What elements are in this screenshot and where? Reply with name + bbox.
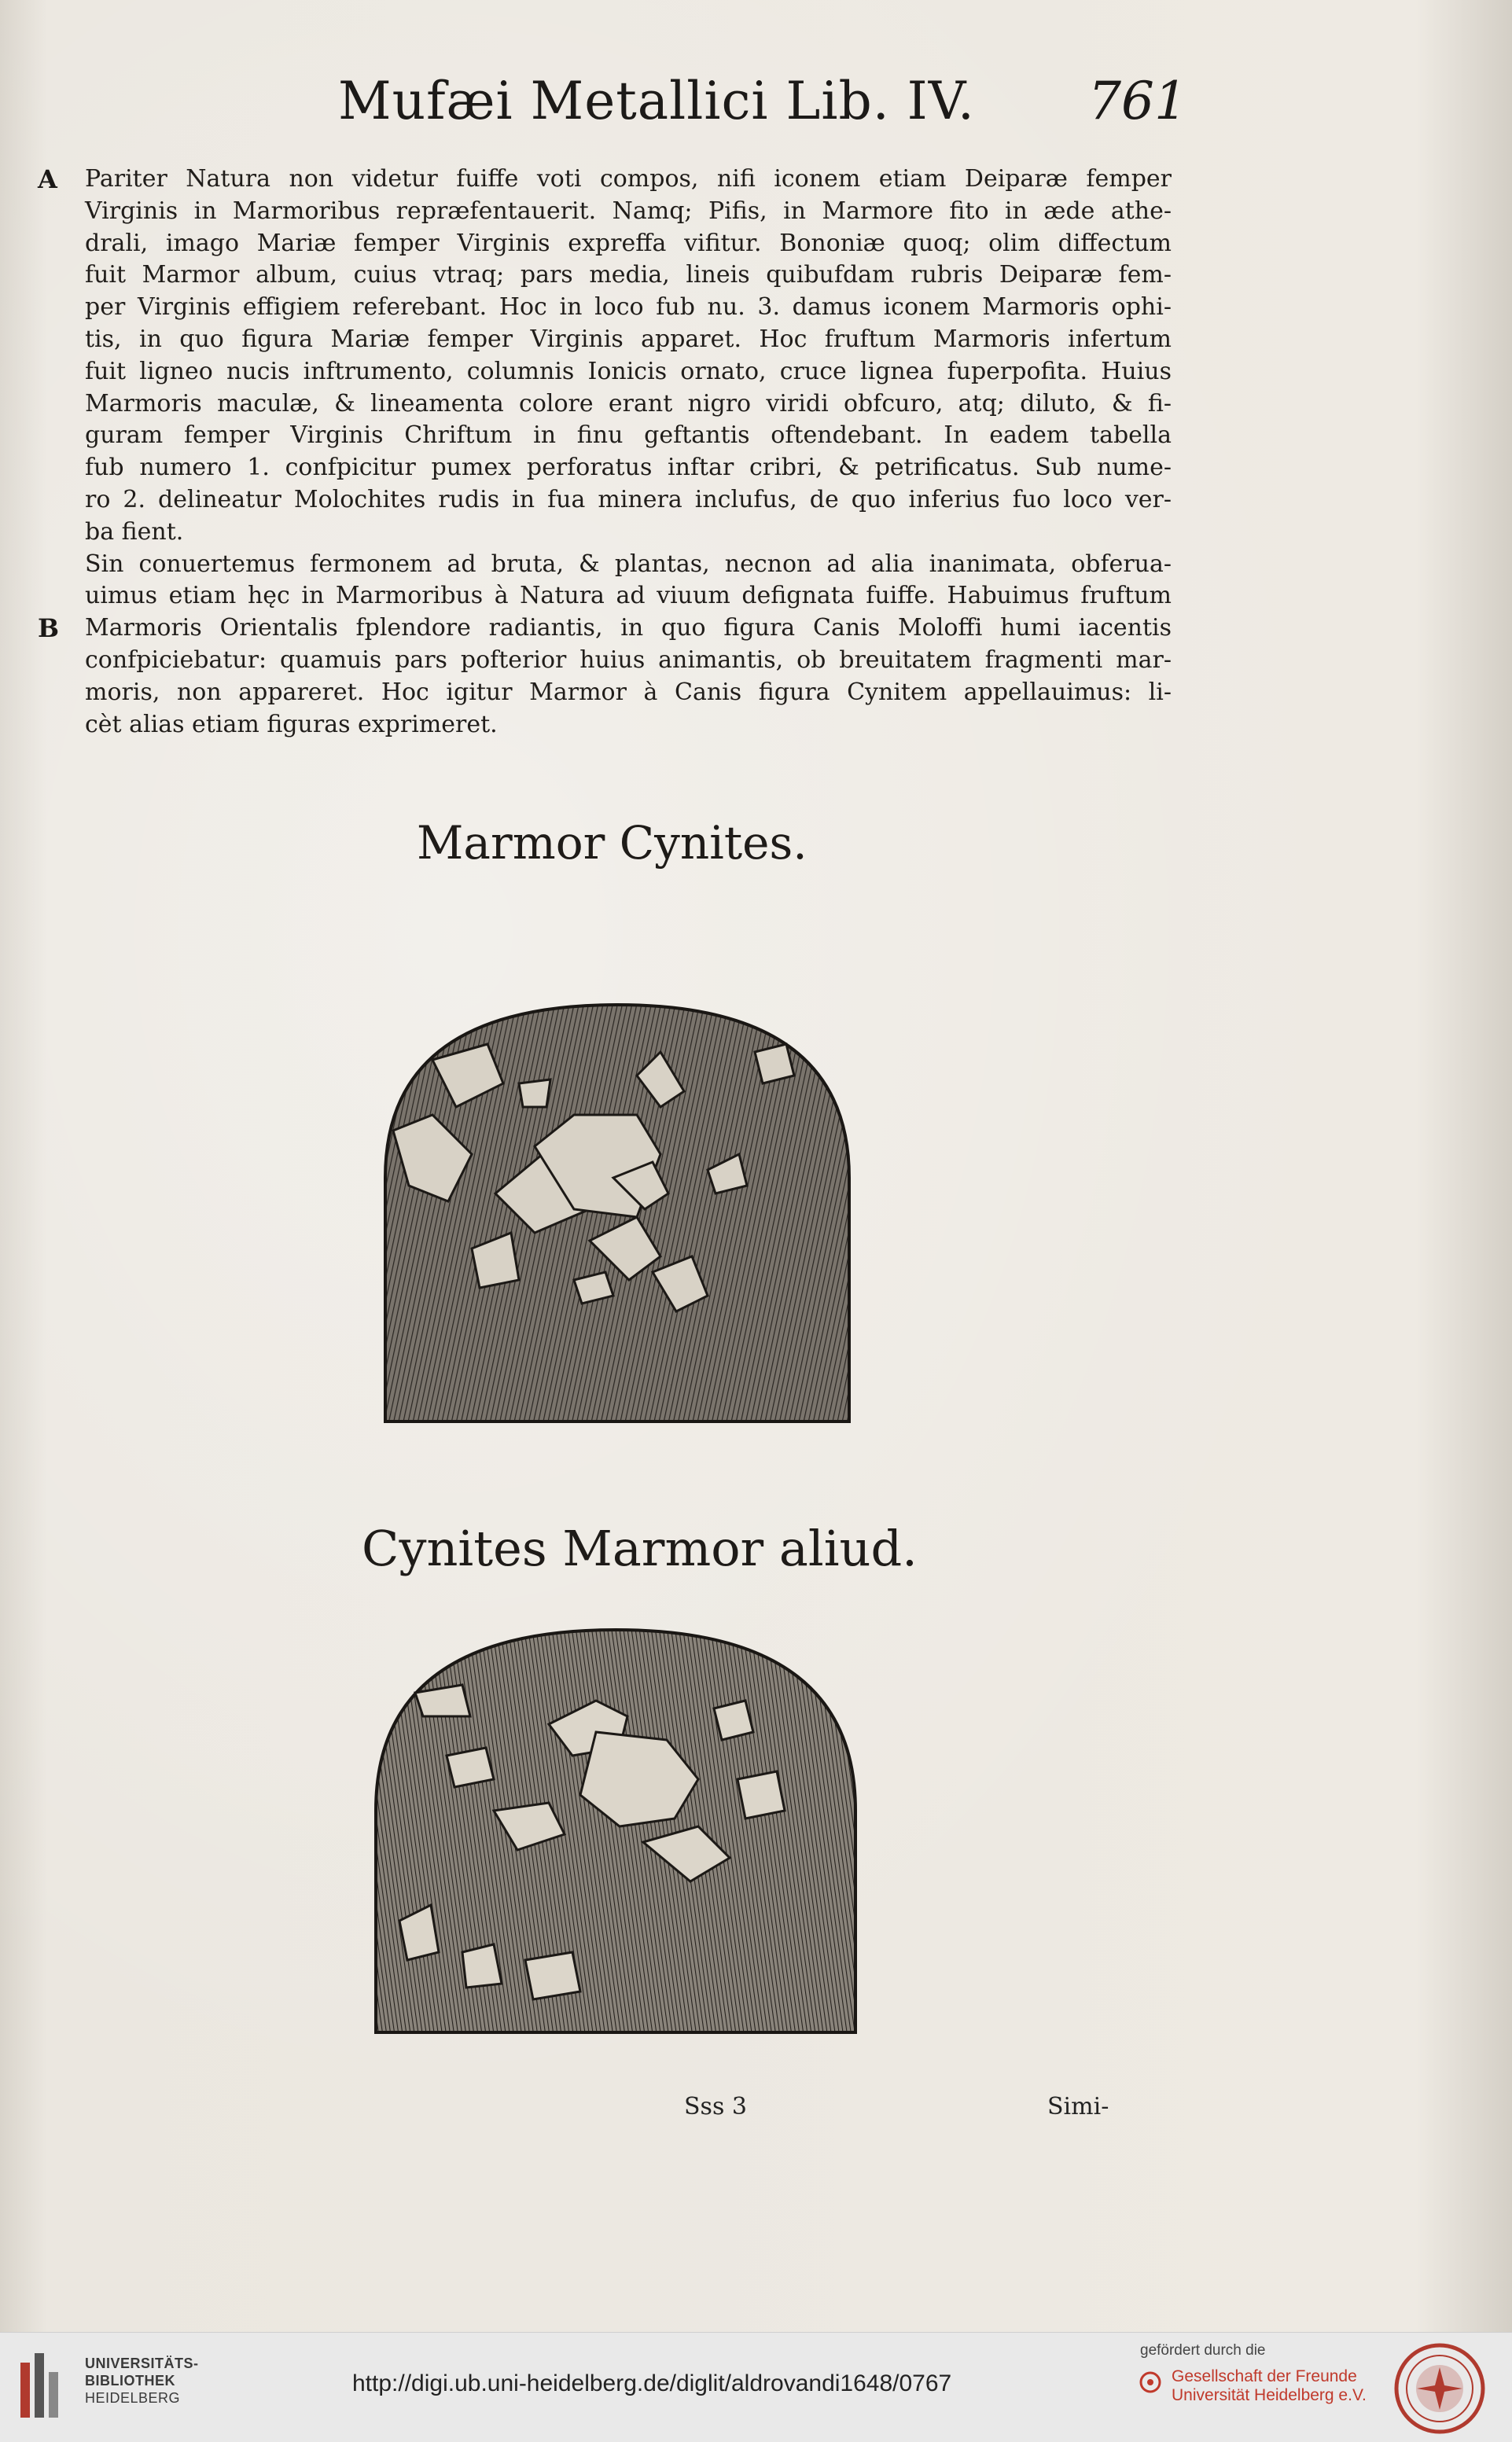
figure-1-title: Marmor Cynites. [417,816,808,870]
text-line [63,484,1172,517]
text-line [63,452,1172,484]
line-text: drali, imago Mariæ femper Virginis expreffa vifitur. Bononiæ quoq; olim diffectum [85,229,1172,257]
friends-society-logo-icon [1139,2370,1162,2394]
line-text: Virginis in Marmoribus repræfentauerit. Namq; Pifis, in Marmore fito in æde athe- [85,197,1172,225]
figure-2-title: Cynites Marmor aliud. [362,1520,918,1577]
line-text: guram femper Virginis Chriftum in finu geftantis oftendebant. In eadem tabella [85,421,1172,450]
line-text: confpiciebatur: quamuis pars pofterior huius animantis, ob breuitatem fragmenti mar- [85,645,1172,674]
text-line [63,196,1172,228]
page-number: 761 [1088,71,1187,131]
text-line [63,549,1172,581]
text-line [63,517,1172,549]
text-line [63,228,1172,260]
line-text: fub numero 1. confpicitur pumex perforatus inftar cribri, & petrificatus. Sub nume- [85,454,1172,482]
text-line [63,709,1172,741]
woodcut-marmor-cynites [377,997,857,1428]
text-line [63,420,1172,452]
permalink-url[interactable]: http://digi.ub.uni-heidelberg.de/diglit/aldrovandi1648/0767 [352,2370,952,2396]
book-page [24,16,1502,2327]
line-text: per Virginis effigiem referebant. Hoc in loco fub nu. 3. damus iconem Marmoris ophi- [85,293,1172,322]
friends-name-line-2: Universität Heidelberg e.V. [1172,2386,1367,2404]
line-text: cèt alias etiam figuras exprimeret. [85,710,498,738]
line-text: Sin conuertemus fermonem ad bruta, & plantas, necnon ad alia inanimata, obferua- [85,550,1172,578]
friends-society-name[interactable] [1172,2367,1376,2405]
text-line [38,164,1172,196]
signature-mark: Sss 3 [684,2093,747,2120]
text-line [63,259,1172,292]
line-text: moris, non appareret. Hoc igitur Marmor à Canis figura Cynitem appellauimus: li- [85,678,1172,706]
line-text: Pariter Natura non videtur fuiffe voti compos, nifi iconem etiam Deiparæ femper [85,165,1172,193]
university-seal-icon [1393,2342,1486,2435]
line-text: Marmoris maculæ, & lineamenta colore erant nigro viridi obfcuro, atq; diluto, & fi- [85,389,1172,417]
line-text: ba fient. [85,517,184,546]
friends-name-line-1: Gesellschaft der Freunde [1172,2367,1357,2385]
margin-letter: A [38,164,57,194]
text-line [38,612,1172,645]
line-text: Marmoris Orientalis fplendore radiantis, in quo figura Canis Moloffi humi iacentis [85,614,1172,642]
text-line [63,677,1172,709]
text-line [63,356,1172,388]
library-name-line-3: HEIDELBERG [85,2390,181,2406]
line-text: fuit ligneo nucis inftrumento, columnis Ionicis ornato, cruce lignea fuperpofita. Huius [85,357,1172,385]
line-text: uimus etiam hęc in Marmoribus à Natura ad viuum defignata fuiffe. Habuimus fruftum [85,582,1172,610]
text-line [63,388,1172,421]
page-header [338,71,1187,157]
woodcut-cynites-marmor-aliud [368,1622,863,2039]
text-line [63,324,1172,356]
text-line [63,580,1172,612]
text-line [63,292,1172,324]
funded-by-label: gefördert durch die [1140,2342,1266,2359]
line-text: fuit Marmor album, cuius vtraq; pars media, lineis quibufdam rubris Deiparæ fem- [85,261,1172,289]
library-brand-bar [0,2332,1512,2442]
line-text: ro 2. delineatur Molochites rudis in fua minera inclufus, de quo inferius fuo loco ver- [85,485,1172,513]
body-text [38,164,1172,741]
university-library-logo-icon[interactable] [16,2348,71,2427]
line-text: tis, in quo figura Mariæ femper Virginis apparet. Hoc fruftum Marmoris infertum [85,325,1172,353]
library-name-line-1: UNIVERSITÄTS- [85,2356,199,2371]
catchword: Simi- [1047,2093,1109,2120]
text-line [63,645,1172,677]
running-title: Mufæi Metallici Lib. IV. [338,71,975,131]
university-library-name [85,2355,242,2407]
margin-letter: B [38,613,60,644]
library-name-line-2: BIBLIOTHEK [85,2373,175,2389]
